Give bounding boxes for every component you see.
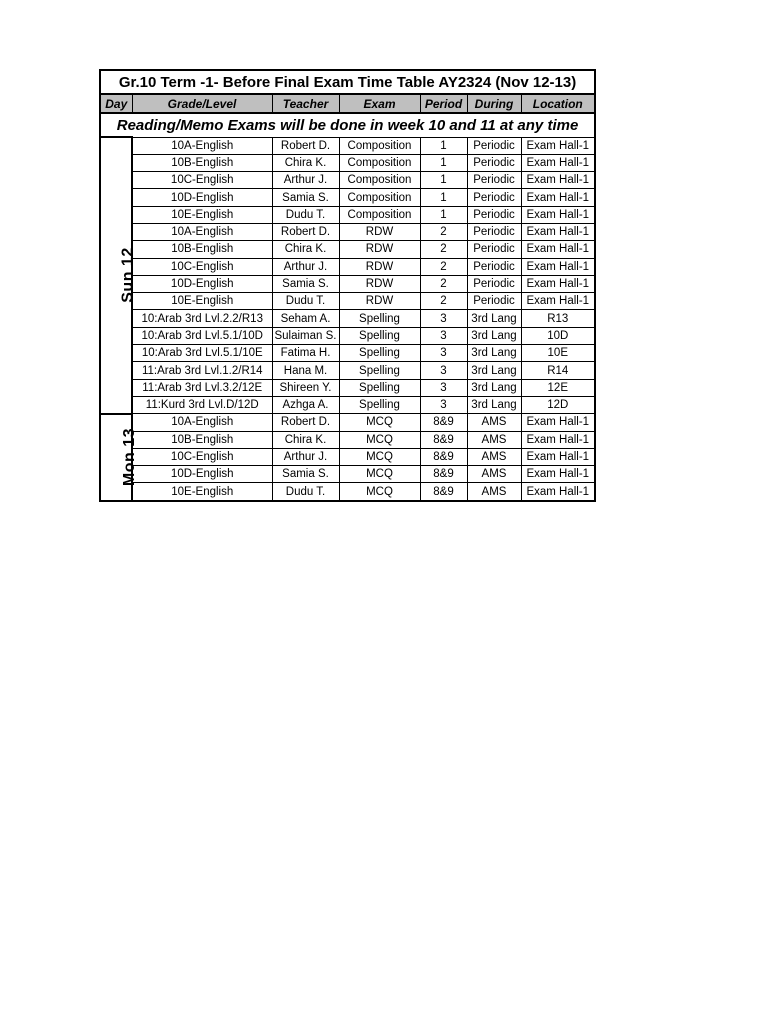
exam-cell: Spelling [339,327,420,344]
during-cell: AMS [467,483,521,501]
table-row [100,345,595,362]
teacher-cell: Chira K. [272,241,339,258]
exam-cell: MCQ [339,431,420,448]
during-cell: Periodic [467,241,521,258]
grade-level-cell: 10B-English [132,154,272,171]
period-cell: 3 [420,396,467,413]
exam-cell: Spelling [339,379,420,396]
column-header-period: Period [420,94,467,113]
location-cell: Exam Hall-1 [521,258,595,275]
teacher-cell: Samia S. [272,275,339,292]
location-cell: 10D [521,327,595,344]
during-cell: AMS [467,414,521,431]
table-row [100,327,595,344]
teacher-cell: Azhga A. [272,396,339,413]
during-cell: 3rd Lang [467,396,521,413]
period-cell: 8&9 [420,483,467,501]
location-cell: Exam Hall-1 [521,223,595,240]
location-cell: 12D [521,396,595,413]
during-cell: 3rd Lang [467,310,521,327]
during-cell: Periodic [467,223,521,240]
teacher-cell: Hana M. [272,362,339,379]
table-row [100,293,595,310]
table-row [100,431,595,448]
table-row [100,172,595,189]
grade-level-cell: 10D-English [132,189,272,206]
period-cell: 3 [420,345,467,362]
table-row [100,448,595,465]
location-cell: Exam Hall-1 [521,137,595,154]
table-row [100,258,595,275]
period-cell: 2 [420,293,467,310]
grade-level-cell: 10:Arab 3rd Lvl.5.1/10D [132,327,272,344]
table-row [100,241,595,258]
location-cell: R13 [521,310,595,327]
during-cell: 3rd Lang [467,379,521,396]
period-cell: 8&9 [420,448,467,465]
exam-cell: Spelling [339,396,420,413]
teacher-cell: Seham A. [272,310,339,327]
exam-cell: RDW [339,293,420,310]
exam-cell: RDW [339,241,420,258]
grade-level-cell: 10B-English [132,241,272,258]
grade-level-cell: 10A-English [132,223,272,240]
column-header-teacher: Teacher [272,94,339,113]
table-row [100,206,595,223]
period-cell: 1 [420,137,467,154]
location-cell: Exam Hall-1 [521,206,595,223]
teacher-cell: Sulaiman S. [272,327,339,344]
during-cell: AMS [467,431,521,448]
table-title: Gr.10 Term -1- Before Final Exam Time Table AY2324 (Nov 12-13) [100,70,595,94]
exam-cell: Spelling [339,310,420,327]
exam-cell: MCQ [339,448,420,465]
teacher-cell: Arthur J. [272,172,339,189]
period-cell: 1 [420,154,467,171]
column-header-day: Day [100,94,132,113]
grade-level-cell: 11:Arab 3rd Lvl.1.2/R14 [132,362,272,379]
column-header-grade-level: Grade/Level [132,94,272,113]
table-row [100,189,595,206]
during-cell: Periodic [467,137,521,154]
location-cell: 12E [521,379,595,396]
grade-level-cell: 10B-English [132,431,272,448]
exam-cell: Composition [339,137,420,154]
teacher-cell: Dudu T. [272,293,339,310]
during-cell: AMS [467,448,521,465]
grade-level-cell: 10E-English [132,206,272,223]
grade-level-cell: 10:Arab 3rd Lvl.2.2/R13 [132,310,272,327]
period-cell: 2 [420,275,467,292]
grade-level-cell: 10C-English [132,258,272,275]
location-cell: Exam Hall-1 [521,448,595,465]
period-cell: 1 [420,206,467,223]
grade-level-cell: 10D-English [132,275,272,292]
period-cell: 8&9 [420,431,467,448]
during-cell: Periodic [467,275,521,292]
exam-cell: RDW [339,223,420,240]
period-cell: 2 [420,241,467,258]
location-cell: Exam Hall-1 [521,189,595,206]
teacher-cell: Arthur J. [272,448,339,465]
day-label: Sun 12 [119,247,137,303]
table-row [100,362,595,379]
table-row [100,466,595,483]
location-cell: Exam Hall-1 [521,293,595,310]
period-cell: 2 [420,258,467,275]
day-cell [100,414,139,501]
teacher-cell: Dudu T. [272,483,339,501]
location-cell: Exam Hall-1 [521,431,595,448]
period-cell: 2 [420,223,467,240]
location-cell: Exam Hall-1 [521,241,595,258]
exam-cell: Spelling [339,362,420,379]
exam-cell: Composition [339,154,420,171]
during-cell: 3rd Lang [467,327,521,344]
during-cell: Periodic [467,293,521,310]
location-cell: Exam Hall-1 [521,172,595,189]
grade-level-cell: 10E-English [132,483,272,501]
grade-level-cell: 10E-English [132,293,272,310]
location-cell: Exam Hall-1 [521,483,595,501]
table-row [100,223,595,240]
table-row [100,154,595,171]
teacher-cell: Chira K. [272,431,339,448]
location-cell: Exam Hall-1 [521,414,595,431]
grade-level-cell: 10C-English [132,448,272,465]
table-row [100,414,595,431]
during-cell: Periodic [467,206,521,223]
column-header-row [100,94,595,113]
grade-level-cell: 11:Arab 3rd Lvl.3.2/12E [132,379,272,396]
teacher-cell: Samia S. [272,466,339,483]
timetable-table [99,69,596,502]
period-cell: 3 [420,327,467,344]
teacher-cell: Dudu T. [272,206,339,223]
period-cell: 8&9 [420,466,467,483]
teacher-cell: Chira K. [272,154,339,171]
during-cell: 3rd Lang [467,345,521,362]
timetable-body [100,137,595,501]
location-cell: Exam Hall-1 [521,154,595,171]
period-cell: 3 [420,362,467,379]
location-cell: Exam Hall-1 [521,275,595,292]
grade-level-cell: 10:Arab 3rd Lvl.5.1/10E [132,345,272,362]
column-header-exam: Exam [339,94,420,113]
teacher-cell: Shireen Y. [272,379,339,396]
during-cell: Periodic [467,189,521,206]
notice-banner: Reading/Memo Exams will be done in week 10 and 11 at any time [100,113,595,137]
period-cell: 8&9 [420,414,467,431]
exam-cell: MCQ [339,466,420,483]
grade-level-cell: 10A-English [132,414,272,431]
period-cell: 1 [420,172,467,189]
during-cell: 3rd Lang [467,362,521,379]
period-cell: 1 [420,189,467,206]
exam-cell: RDW [339,258,420,275]
exam-cell: MCQ [339,483,420,501]
teacher-cell: Robert D. [272,137,339,154]
exam-cell: MCQ [339,414,420,431]
location-cell: 10E [521,345,595,362]
grade-level-cell: 11:Kurd 3rd Lvl.D/12D [132,396,272,413]
exam-cell: Composition [339,172,420,189]
grade-level-cell: 10D-English [132,466,272,483]
table-row [100,483,595,501]
table-row [100,137,595,154]
column-header-location: Location [521,94,595,113]
teacher-cell: Samia S. [272,189,339,206]
day-cell [100,137,137,414]
teacher-cell: Fatima H. [272,345,339,362]
location-cell: R14 [521,362,595,379]
table-row [100,310,595,327]
location-cell: Exam Hall-1 [521,466,595,483]
during-cell: Periodic [467,258,521,275]
period-cell: 3 [420,379,467,396]
exam-cell: Spelling [339,345,420,362]
teacher-cell: Robert D. [272,414,339,431]
teacher-cell: Arthur J. [272,258,339,275]
exam-cell: Composition [339,189,420,206]
column-header-during: During [467,94,521,113]
table-row [100,396,595,413]
during-cell: Periodic [467,154,521,171]
grade-level-cell: 10C-English [132,172,272,189]
exam-cell: RDW [339,275,420,292]
table-row [100,275,595,292]
exam-cell: Composition [339,206,420,223]
during-cell: Periodic [467,172,521,189]
grade-level-cell: 10A-English [132,137,272,154]
teacher-cell: Robert D. [272,223,339,240]
during-cell: AMS [467,466,521,483]
day-label: Mon 13 [121,427,139,486]
exam-timetable [99,69,594,502]
table-row [100,379,595,396]
period-cell: 3 [420,310,467,327]
